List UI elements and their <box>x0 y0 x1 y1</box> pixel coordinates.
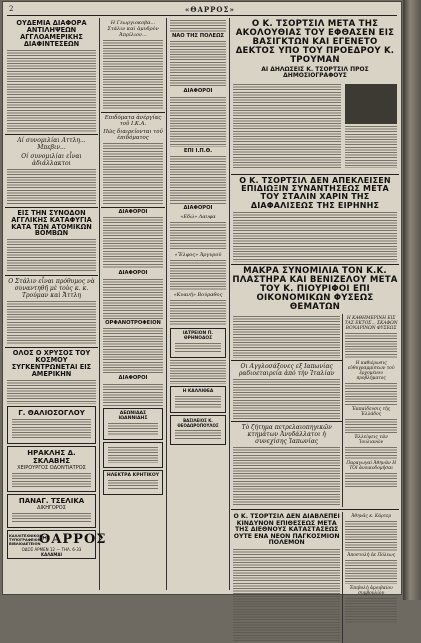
divider <box>231 174 399 175</box>
article-text <box>345 598 397 624</box>
subheadline: Οί συνομιλίαι εἶναι ἀδιάλλακτοι <box>21 152 82 167</box>
section-heading: ΔΙΑΦΟΡΟΙ <box>183 205 213 212</box>
article-text <box>170 360 226 384</box>
ad-text <box>175 430 221 440</box>
section-heading: ΕΠΙ Ι.Π.Θ. <box>183 147 213 154</box>
article-text <box>233 447 340 505</box>
headline: Ο Κ. ΤΣΟΡΤΣΙΛ ΔΕΝ ΑΠΕΚΛΕΙΣΕΝ ΕΠΙΔΙΩΞΙΝ ΣΥΝΑΝΤΗΣΕΩΣ ΜΕΤΑ ΤΟΥ ΣΤΑΛΙΝ ΧΑΡΙΝ ΤΗΣ ΔΙΑΦΑΛΙΣΕΩΣ ΤΗΣ ΕΙΡΗΝΗΣ <box>239 175 391 210</box>
article-text <box>7 380 96 404</box>
article-text <box>345 473 397 487</box>
ad-name: ΗΛΕΚΤΡΑ ΚΡΗΤΙΚΟΥ <box>106 472 160 478</box>
article-text <box>103 279 163 319</box>
divider <box>231 360 342 361</box>
headline: Ο Κ. ΤΣΟΡΤΣΙΛ ΔΕΝ ΔΙΑΒΛΕΠΕΙ ΚΙΝΔΥΝΟΝ ΕΠΙΘΕΣΕΩΣ ΜΕΤΑ ΤΗΣ ΔΙΕΘΝΟΥΣ ΚΑΤΑΣΤΑΣΕΩΣ ΟΥΤΕ ΕΝΑ ΝΕΟΝ ΠΑΓΚΟΣΜΙΟΝ ΠΟΛΕΜΟΝ <box>233 513 340 547</box>
right-section <box>231 18 399 643</box>
ad-name: ΒΑΣΙΛΕΙΟΣ Κ. ΘΕΟΔΩΡΟΠΟΥΛΟΣ <box>177 417 219 428</box>
advertisement <box>170 386 226 413</box>
subheadline: Επιδόματα ἀνέργίας τοῦ Ι.Κ.Α. <box>104 115 162 127</box>
ad-name: Γ. ΘΑΛΙΟΣΟΓΛΟΥ <box>18 409 85 418</box>
article-text <box>103 143 163 205</box>
subheadline: Πῶς διαιρείονται τοῦ ἐπιδόματος <box>103 129 163 141</box>
article-text <box>103 40 163 110</box>
article-text <box>233 379 340 419</box>
advertisement <box>170 415 226 445</box>
article-text <box>345 333 397 359</box>
photo <box>345 84 397 124</box>
advertisement <box>7 406 96 444</box>
article-text <box>170 260 226 290</box>
paper-name: «ΘΑΡΡΟΣ» <box>185 5 235 14</box>
advertisement <box>103 408 163 440</box>
ad-address: ΟΔΟΣ ΑΡΜΕΝ 12 — ΤΗΛ. 6-33 <box>21 547 82 553</box>
article-text <box>233 212 397 262</box>
divider <box>231 421 342 422</box>
divider <box>5 347 98 348</box>
section-heading: ΔΙΑΦΟΡΟΙ <box>118 375 148 382</box>
ad-name: ΠΑΝΑΓ. ΤΣΕΛΙΚΑ <box>18 497 85 506</box>
side-heading: Ἐλλείψεις τῶν Ἰουλιανῶν <box>354 435 388 446</box>
newspaper-page <box>3 2 401 597</box>
divider <box>5 207 98 208</box>
divider <box>101 112 165 113</box>
column-rule <box>166 18 167 590</box>
advertisement <box>7 494 96 528</box>
ad-text <box>108 423 158 435</box>
lead-headline: Ο Κ. ΤΣΟΡΤΣΙΛ ΜΕΤΑ ΤΗΣ ΑΚΟΛΟΥΘΙΑΣ ΤΟΥ ΕΦΘΑΣΕΝ ΕΙΣ ΒΑΣΙΓΚΤΩΝ ΚΑΙ ΕΓΕΝΕΤΟ ΔΕΚΤΟΣ ΥΠΟ ΤΟΥ ΠΡΟΕΔΡΟΥ Κ. ΤΡΟΥΜΑΝ <box>235 19 395 66</box>
side-heading: Η καθιέρωσις εὐθυγραμμίσεων τοῦ ἐρχομένου προβλήματος <box>347 361 395 382</box>
subheadline: Τὸ ζήτημα πετρελαιοπηγικῶν κτημάτων Ἀνυδάλλατοι ἡ συνεχίσης Ἰαπωνίας <box>241 424 332 446</box>
article-text <box>233 549 340 641</box>
ad-text <box>12 419 91 439</box>
article-text <box>170 222 226 250</box>
printing-house-ad <box>7 530 107 559</box>
divider <box>101 207 165 208</box>
masthead <box>7 5 397 16</box>
article-text <box>345 447 397 459</box>
column-1 <box>5 18 107 561</box>
lead-subheadline: ΑΙ ΔΗΛΩΣΕΙΣ Κ. ΤΣΟΡΤΣΙΛ ΠΡΟΣ ΔΗΜΟΣΙΟΓΡΑΦΟΥΣ <box>261 66 369 80</box>
article-text <box>103 384 163 406</box>
article-text <box>170 41 226 87</box>
ad-name: ΗΡΑΚΛΗΣ Δ. ΣΚΛΑΒΗΣ <box>27 449 76 466</box>
ad-text <box>12 513 91 523</box>
section-heading: ΝΑΟ ΤΗΣ ΠΟΛΕΩΣ <box>171 33 225 39</box>
article-text <box>7 169 96 205</box>
article-text <box>233 316 340 358</box>
divider <box>5 275 98 276</box>
headline: ΕΙΣ ΤΗΝ ΣΥΝΟΔΟΝ ΑΓΓΛΙΚΗΣ ΚΑΤΑΦΥΓΙΑ ΚΑΤΑ ΤΩΝ ΑΤΟΜΙΚΩΝ ΒΟΜΒΩΝ <box>11 208 92 238</box>
subheadline: Η Γεωργιοκοβα... Στάλιν καὶ ἀμυδρὸν Ἀπρίλιον... <box>107 20 159 38</box>
ad-text <box>12 473 91 487</box>
side-heading: Ἐκπαίδευσις τῆς Ἑλλάδος <box>352 407 391 418</box>
article-text <box>170 156 226 204</box>
article-text <box>7 301 96 345</box>
subheadline: «Κυανῆ» Βούραθος <box>173 291 223 298</box>
article-text <box>170 300 226 326</box>
column-rule <box>229 18 230 590</box>
advertisement <box>7 446 96 492</box>
advertisement <box>103 470 163 495</box>
ad-left-text: ΚΑΛΛΙΤΕΧΝΙΚΟΝ ΤΥΠΟΓΡΑΦΕΙΟΝ ΒΙΒΛΙΟΔΕΤΕΙΟΝ <box>9 533 43 546</box>
article-text <box>345 521 397 551</box>
ad-city: ΚΑΛΑΜΑΙ <box>41 552 62 558</box>
ad-name: ΙΑΤΡΕΙΟΝ Π. ΘΡΗΝΟΔΟΣ <box>182 330 214 341</box>
side-heading: Η ΚΑΘΗΜΕΡΙΝΗ ΕΙΣ ΤΑΣ ΕΚΤΟΣ... ΣΚΑΦΩΝ ΒΟΝΔΡΙΝΩΝ ΦΥΣΕΩΣ <box>344 316 398 332</box>
divider <box>231 509 399 510</box>
page-number: 2 <box>9 5 14 13</box>
ad-name: ΑΕΩΝΙΔΑΣ ΙΩΑΝΝΙΔΗΣ <box>118 410 148 421</box>
column-rule <box>99 18 100 590</box>
section-heading: ΔΙΑΦΟΡΟΙ <box>118 270 148 277</box>
article-text <box>345 419 397 433</box>
ad-text <box>175 396 221 408</box>
ad-text <box>108 447 158 463</box>
article-text <box>103 217 163 269</box>
side-heading: Ἐπιβολὴ ἀμοιβαίου συμβουλίου <box>349 586 393 597</box>
side-heading: Ἀθηνᾶς κ. Κάρτερ <box>351 514 392 520</box>
headline: ΜΑΚΡΑ ΣΥΝΟΜΙΛΙΑ ΤΟΝ Κ.Κ. ΠΛΑΣΤΗΡΑ ΚΑΙ ΒΕΝΙΖΕΛΟΥ ΜΕΤΑ ΤΟΥ Κ. ΠΙΟΥΡΙΦΟΙ ΕΠΙ ΟΙΚΟΝΟΜΙΚΩΝ ΦΥΣΕΩΣ ΘΕΜΑΤΩΝ <box>232 266 398 313</box>
ad-name: Η ΚΑΛΛΙΘΕΑ <box>182 388 214 394</box>
ad-text <box>175 343 221 353</box>
column-3 <box>168 18 228 447</box>
ad-subtitle: ΧΕΙΡΟΥΡΓΟΣ ΟΔΟΝΤΙΑΤΡΟΣ <box>17 465 86 472</box>
ad-subtitle: ΔΙΚΗΓΟΡΟΣ <box>37 505 66 512</box>
subheadline: «Εδώ» Λαυφα <box>180 213 216 220</box>
advertisement <box>103 442 163 468</box>
article-text <box>170 97 226 147</box>
section-heading: ΟΡΦΑΝΟΤΡΟΦΕΙΟΝ <box>105 319 161 326</box>
page-binding <box>403 0 421 600</box>
subheadline: «Ἔλφος» Ἀργυροῦ <box>174 251 222 258</box>
divider <box>5 134 98 135</box>
article-text <box>345 126 397 168</box>
ad-text <box>108 480 158 490</box>
subheadline: Οι Αγγλοσάξονες εξ Ιαπωνίας ραδιοεταιρεία ἀπό τὴν Ἰταλίαν <box>238 363 335 378</box>
advertisement <box>170 328 226 358</box>
article-text <box>103 328 163 374</box>
headline: ΟΥΔΕΜΙΑ ΔΙΑΦΟΡΑ ΑΝΤΙΛΗΨΕΩΝ ΑΓΓΛΟΑΜΕΡΙΚΗΣ ΔΙΑΦΙΝΤΕΣΕΩΝ <box>16 19 87 48</box>
headline: ΟΛΟΣ Ο ΧΡΥΣΟΣ ΤΟΥ ΚΟΣΜΟΥ ΣΥΓΚΕΝΤΡΩΝΕΤΑΙ ΕΙΣ ΑΜΕΡΙΚΗΝ <box>11 349 92 379</box>
article-text <box>7 50 96 132</box>
article-text <box>345 383 397 405</box>
ad-brand: ΘΑΡΡΟΣ <box>39 532 107 548</box>
subheadline: Ο Στάλιν εἶναι πρόθυμος νὰ συναντηθῆ μὲ τοὺς κ. κ. Τρούμαν καὶ Ἄττλη <box>8 278 95 300</box>
divider <box>231 264 399 265</box>
section-heading: ΔΙΑΦΟΡΟΙ <box>183 88 213 95</box>
section-heading: ΔΙΑΦΟΡΟΙ <box>118 209 148 215</box>
article-text <box>233 84 341 170</box>
article-text <box>345 560 397 584</box>
column-2 <box>101 18 165 497</box>
subheadline: Αί συνομιλίαι Αττλη... Μπεβιν... <box>17 136 86 151</box>
article-text <box>7 239 96 273</box>
article-text <box>170 20 226 32</box>
side-heading: Ἀποστολὴ ἐκ Πόλεως <box>347 553 396 559</box>
side-heading: Παραγωγαί Ἀθηνῶν Η ΤΟΙ ἀνοικοδομῆσαι <box>346 461 397 472</box>
